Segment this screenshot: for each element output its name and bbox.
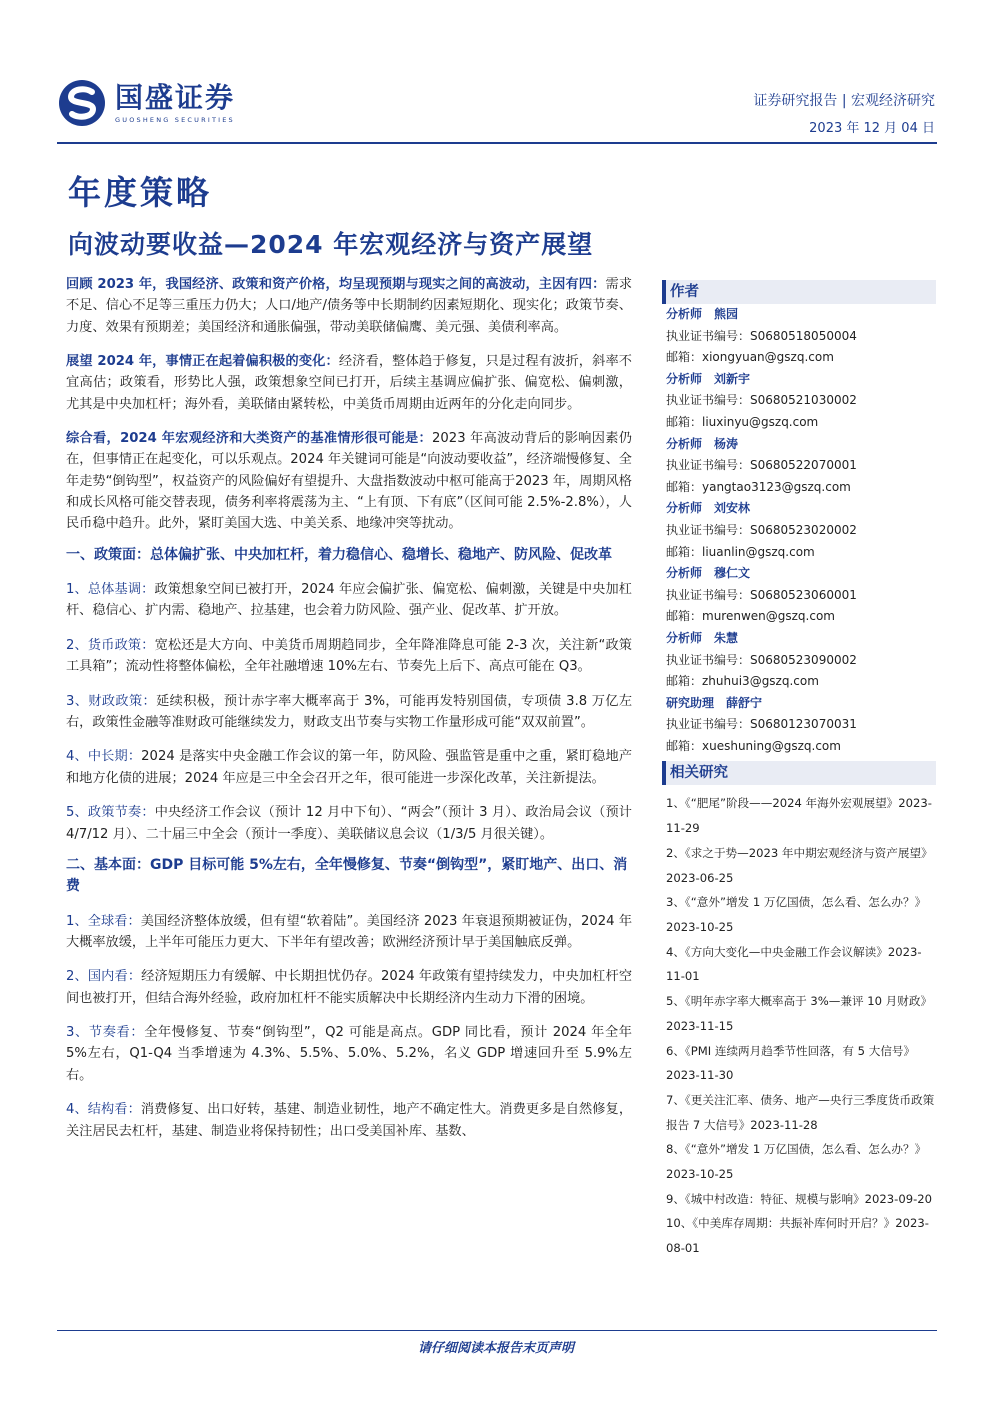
analyst-name: 分析师 刘安林 [666, 501, 751, 516]
summary-lead: 展望 2024 年，事情正在起着偏积极的变化： [66, 354, 339, 370]
summary-column [66, 274, 632, 1152]
item-heading: 4、中长期： [66, 749, 142, 765]
item-body: 全年慢修复、节奏“倒钩型”，Q2 可能是高点。GDP 同比看，预计 2024 年全年 5%左右，Q1-Q4 当季增速为 4.3%、5.5%、5.0%、5.2%，名义 GDP 增速回升至 5.9%左右。 [66, 1025, 632, 1083]
related-report-link[interactable]: 1、《“肥尾”阶段——2024 年海外宏观展望》2023-11-29 [666, 796, 932, 836]
section-item [66, 579, 632, 622]
related-report-link[interactable]: 10、《中美库存周期：共振补库何时开启？》2023-08-01 [666, 1216, 929, 1256]
item-heading: 1、总体基调： [66, 582, 155, 598]
analyst-entry [662, 498, 936, 563]
item-body: 经济短期压力有缓解、中长期担忧仍存。2024 年政策有望持续发力，中央加杠杆空间也被打开，但结合海外经验，政府加杠杆不能实质解决中长期经济内生动力下滑的困境。 [66, 969, 633, 1006]
analyst-cert: 执业证书编号：S0680518050004 [666, 328, 857, 343]
item-heading: 2、货币政策： [66, 637, 155, 653]
analyst-cert: 执业证书编号：S0680123070031 [666, 717, 857, 732]
related-research-list [662, 791, 936, 1260]
analyst-cert: 执业证书编号：S0680521030002 [666, 393, 857, 408]
summary-body: 2023 年高波动背后的影响因素仍在，但事情正在起变化，可以乐观点。2024 年关键词可能是“向波动要收益”，经济端慢修复、全年走势“倒钩型”，权益资产的风险偏好有望提升、大盘指数波动中枢可能高于2023 年，周期风格和成长风格可能交替表现，债务利率将震荡为主、“上有顶、下有底”（区间可能 2.5%-2.8%），人民币稳中趋升。此外，紧盯美国大选、中美关系、地缘冲突等扰动。 [66, 431, 632, 532]
analyst-entry [662, 304, 936, 369]
section-item [66, 1022, 632, 1086]
item-heading: 5、政策节奏： [66, 805, 155, 821]
item-heading: 1、全球看： [66, 913, 141, 929]
item-body: 消费修复、出口好转，基建、制造业韧性，地产不确定性大。消费更多是自然修复，关注居民去杠杆，基建、制造业将保持韧性；出口受美国补库、基数、 [66, 1102, 633, 1139]
analyst-entry [662, 693, 936, 758]
report-header [57, 72, 937, 140]
analyst-email[interactable]: 邮箱：liuanlin@gszq.com [666, 544, 815, 559]
related-report-link[interactable]: 2、《求之于势—2023 年中期宏观经济与资产展望》2023-06-25 [666, 845, 933, 885]
item-body: 政策想象空间已被打开，2024 年应会偏扩张、偏宽松、偏刺激，关键是中央加杠杆、稳信心、扩内需、稳地产、拉基建，也会着力防风险、强产业、促改革、扩开放。 [66, 582, 632, 619]
analyst-email[interactable]: 邮箱：zhuhui3@gszq.com [666, 674, 819, 689]
report-type: 证券研究报告 | 宏观经济研究 [753, 93, 935, 109]
summary-lead: 综合看，2024 年宏观经济和大类资产的基准情形很可能是： [66, 431, 433, 447]
analyst-cert: 执业证书编号：S0680523090002 [666, 652, 857, 667]
authors-heading: 作者 [662, 280, 936, 304]
related-report-link[interactable]: 5、《明年赤字率大概率高于 3%—兼评 10 月财政》2023-11-15 [666, 994, 933, 1033]
analyst-name: 分析师 朱慧 [666, 630, 739, 645]
summary-paragraph [66, 351, 632, 415]
item-body: 中央经济工作会议（预计 12 月中下旬）、“两会”（预计 3 月）、政治局会议（预计 4/7/12 月）、二十届三中全会（预计一季度）、美联储议息会议（1/3/5 月很关键）。 [66, 805, 632, 842]
summary-body: 需求不足、信心不足等三重压力仍大；人口/地产/债务等中长期制约因素短期化、现实化；政策节奏、力度、效果有预期差；美国经济和通胀偏强，带动美联储偏鹰、美元强、美债利率高。 [66, 277, 633, 335]
footer-disclaimer: 请仔细阅读本报告末页声明 [417, 1341, 574, 1356]
related-report-link[interactable]: 9、《城中村改造：特征、规模与影响》2023-09-20 [666, 1191, 933, 1206]
section-item [66, 966, 632, 1009]
header-divider [57, 142, 937, 144]
report-date: 2023 年 12 月 04 日 [809, 121, 935, 136]
section-heading: 二、基本面：GDP 目标可能 5%左右，全年慢修复、节奏“倒钩型”，紧盯地产、出口、消费 [66, 856, 628, 895]
section-item [66, 746, 632, 789]
analyst-email[interactable]: 邮箱：liuxinyu@gszq.com [666, 414, 819, 429]
section-item [66, 691, 632, 734]
analyst-email[interactable]: 邮箱：xueshuning@gszq.com [666, 738, 841, 753]
analyst-entry [662, 628, 936, 693]
analyst-cert: 执业证书编号：S0680523060001 [666, 587, 857, 602]
logo-english-name: GUOSHENG SECURITIES [115, 116, 235, 124]
section-item [66, 911, 632, 954]
analyst-cert: 执业证书编号：S0680523020002 [666, 522, 857, 537]
analyst-entry [662, 369, 936, 434]
summary-paragraph [66, 274, 632, 338]
section-heading: 一、政策面：总体偏扩张、中央加杠杆，着力稳信心、稳增长、稳地产、防风险、促改革 [66, 546, 612, 563]
guosheng-logo-icon [57, 78, 107, 128]
analyst-email[interactable]: 邮箱：yangtao3123@gszq.com [666, 479, 851, 494]
report-title: 向波动要收益—2024 年宏观经济与资产展望 [68, 230, 594, 259]
related-report-link[interactable]: 7、《更关注汇率、债务、地产—央行三季度货币政策报告 7 大信号》2023-11-28 [666, 1092, 935, 1132]
section-item [66, 1099, 632, 1142]
related-report-link[interactable]: 3、《“意外”增发 1 万亿国债，怎么看、怎么办？》2023-10-25 [666, 895, 927, 934]
item-heading: 4、结构看： [66, 1102, 141, 1118]
analyst-email[interactable]: 邮箱：xiongyuan@gszq.com [666, 350, 834, 365]
analyst-name: 分析师 穆仁文 [666, 566, 751, 581]
analyst-entry [662, 434, 936, 499]
analyst-email[interactable]: 邮箱：murenwen@gszq.com [666, 609, 835, 624]
item-body: 宽松还是大方向、中美货币周期趋同步，全年降准降息可能 2-3 次，关注新“政策工具箱”；流动性将整体偏松，全年社融增速 10%左右、节奏先上后下、高点可能在 Q3。 [66, 637, 632, 675]
analyst-name: 分析师 熊园 [666, 307, 739, 321]
analyst-cert: 执业证书编号：S0680522070001 [666, 458, 857, 473]
related-report-link[interactable]: 4、《方向大变化—中央金融工作会议解读》2023-11-01 [666, 944, 922, 984]
item-heading: 3、节奏看： [66, 1025, 145, 1041]
item-body: 延续积极，预计赤字率大概率高于 3%，可能再发特别国债，专项债 3.8 万亿左右，政策性金融等准财政可能继续发力，财政支出节奏与实物工作量形成可能“双双前置”。 [66, 693, 633, 730]
summary-paragraph [66, 428, 632, 534]
section-item [66, 802, 632, 845]
item-body: 美国经济整体放缓，但有望“软着陆”。美国经济 2023 年衰退预期被证伪，2024 年大概率放缓，上半年可能压力更大、下半年有望改善；欧洲经济预计早于美国触底反弹。 [66, 913, 633, 950]
related-report-link[interactable]: 8、《“意外”增发 1 万亿国债，怎么看、怎么办？》2023-10-25 [666, 1142, 927, 1182]
related-research-heading: 相关研究 [662, 761, 936, 785]
item-heading: 3、财政政策： [66, 693, 157, 709]
summary-lead: 回顾 2023 年，我国经济、政策和资产价格，均呈现预期与现实之间的高波动，主因有四： [66, 277, 606, 292]
analyst-name: 研究助理 薛舒宁 [666, 695, 763, 710]
summary-body: 经济看，整体趋于修复，只是过程有波折，斜率不宜高估；政策看，形势比人强，政策想象空间已打开，后续主基调应偏扩张、偏宽松、偏刺激，尤其是中央加杠杆；海外看，美联储由紧转松，中美货币周期由近两年的分化走向同步。 [66, 354, 632, 412]
section-item [66, 635, 632, 678]
footer-divider [57, 1330, 937, 1331]
analyst-entry [662, 563, 936, 628]
report-category: 年度策略 [68, 173, 212, 212]
item-heading: 2、国内看： [66, 969, 142, 985]
analyst-name: 分析师 杨涛 [666, 436, 739, 451]
related-report-link[interactable]: 6、《PMI 连续两月趋季节性回落，有 5 大信号》2023-11-30 [666, 1043, 916, 1083]
sidebar [662, 280, 936, 1261]
company-logo [57, 78, 235, 128]
logo-chinese-name: 国盛证券 [115, 81, 236, 114]
analyst-name: 分析师 刘新宇 [666, 371, 751, 386]
item-body: 2024 是落实中央金融工作会议的第一年，防风险、强监管是重中之重，紧盯稳地产和地方化债的进展；2024 年应是三中全会召开之年，很可能进一步深化改革，关注新提法。 [66, 749, 633, 786]
